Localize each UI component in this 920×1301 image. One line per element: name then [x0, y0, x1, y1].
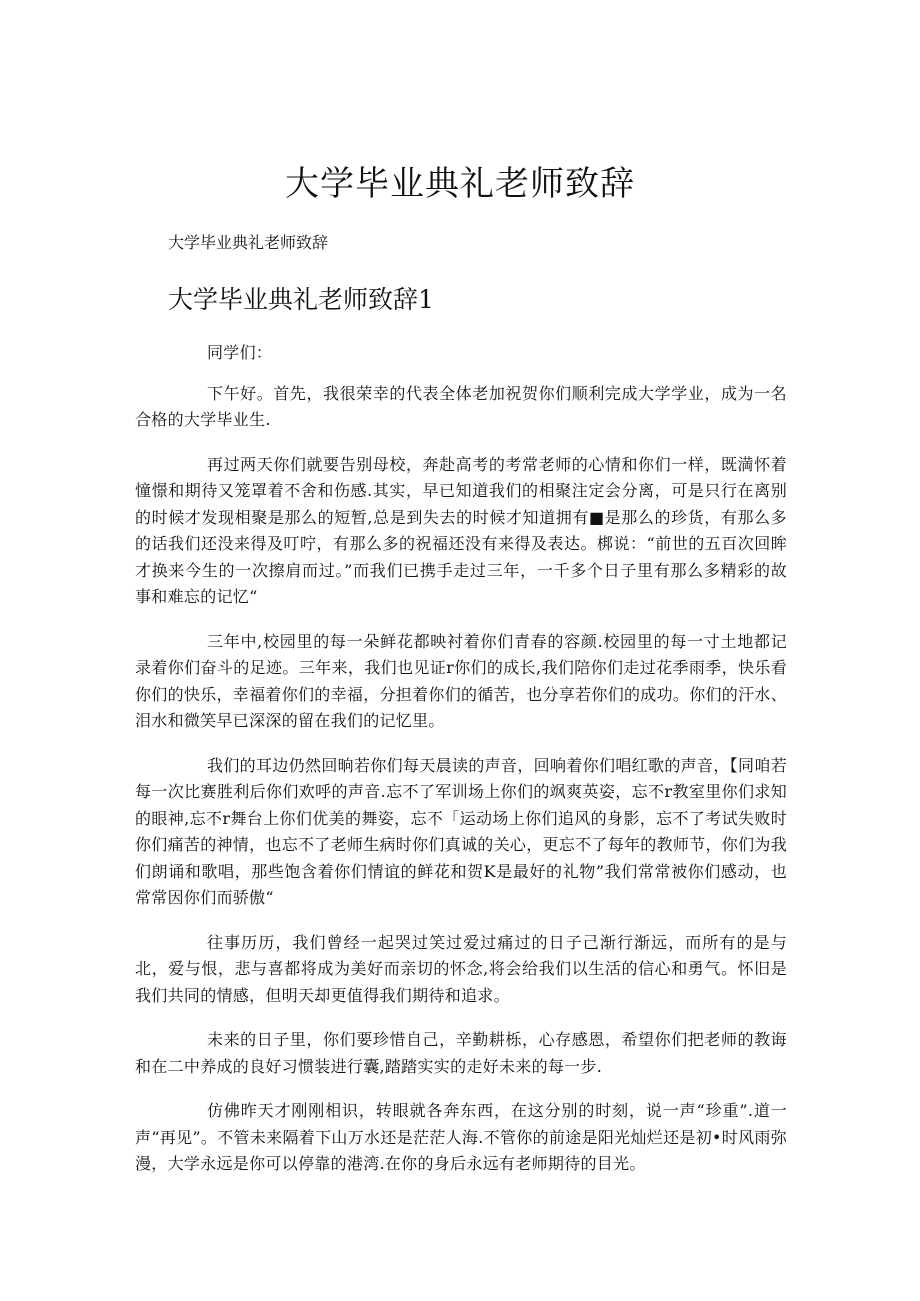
- document-body: [135, 340, 787, 1196]
- paragraph-greeting: 同学们：: [207, 343, 273, 362]
- paragraph: 往事历历，我们曾经一起哭过笑过爱过痛过的日子己渐行渐远，而所有的是与北，爱与恨，悲与喜都将成为美好而亲切的怀念,将会给我们以生活的信心和勇气。怀旧是我们共同的情感，但明天却更值得我们期待和追求。: [135, 932, 787, 1005]
- paragraph: 下午好。首先，我很荣幸的代表全体老加祝贺你们顺利完成大学学业，成为一名合格的大学毕业生.: [135, 383, 787, 429]
- paragraph: 再过两天你们就要告别母校，奔赴高考的考常老师的心情和你们一样，既満怀着憧憬和期待又笼罩着不舍和伤感.其实，早已知道我们的相聚注定会分离，可是只行在离别的时候才发现相聚是那么的短暂,总是到失去的时候才知道拥有■是那么的珍货，有那么多的话我们还没来得及叮咛，有那么多的祝福还没有来得及表达。梆说：“前世的五百次回眸才换来今生的一次擦肩而过。”而我们已携手走过三年，一千多个日子里有那么多精彩的故事和难忘的记忆“: [135, 454, 787, 606]
- paragraph: 仿佛昨天才刚刚相识，转眼就各奔东西，在这分别的时刻，说一声“珍重”.道一声“再见”。不管未来隔着下山万水还是茫茫人海.不管你的前途是阳光灿烂还是初•时风雨弥漫，大学永远是你可以停靠的港湾.在你的身后永远有老师期待的目光。: [135, 1101, 787, 1173]
- paragraph: 我们的耳边仍然回晌若你们每天晨读的声音，回响着你们唱红歌的声音，【同咱若每一次比赛胜利后你们欢呼的声音.忘不了军训场上你们的飒爽英姿，忘不r教室里你们求知的眼神,忘不r舞台上你们优美的舞姿，忘不「运动场上你们追风的身影，忘不了考试失败时你们痛苦的神情，也忘不了老师生病时你们真诚的关心，更忘不了每年的教师节，你们为我们朗诵和歌唱，那些饱含着你们情谊的鲜花和贺K是最好的礼物”我们常常被你们感动，也常常因你们而骄傲“: [135, 755, 788, 907]
- paragraph: 未来的日子里，你们要珍惜自己，辛勤耕栎，心存感恩，希望你们把老师的教诲和在二中养成的良好习惯装进行囊,踏踏实实的走好未来的每一步.: [135, 1030, 787, 1076]
- document-title: 大学毕业典礼老师致辞: [285, 164, 635, 204]
- paragraph: 三年中,校园里的每一朵鲜花都映衬着你们青春的容颜.校园里的每一寸土地都记录着你们奋斗的足迹。三年来，我们也见证r你们的成长,我们陪你们走过花季雨季，快乐看你们的快乐，幸福着你们的幸福，分担着你们的循苦，也分享若你们的成功。你们的汗水、泪水和微笑早已深深的留在我们的记忆里。: [135, 631, 788, 730]
- section-heading: 大学毕业典礼老师致辞1: [168, 285, 434, 314]
- document-subtitle: 大学毕业典礼老师致辞: [168, 233, 329, 252]
